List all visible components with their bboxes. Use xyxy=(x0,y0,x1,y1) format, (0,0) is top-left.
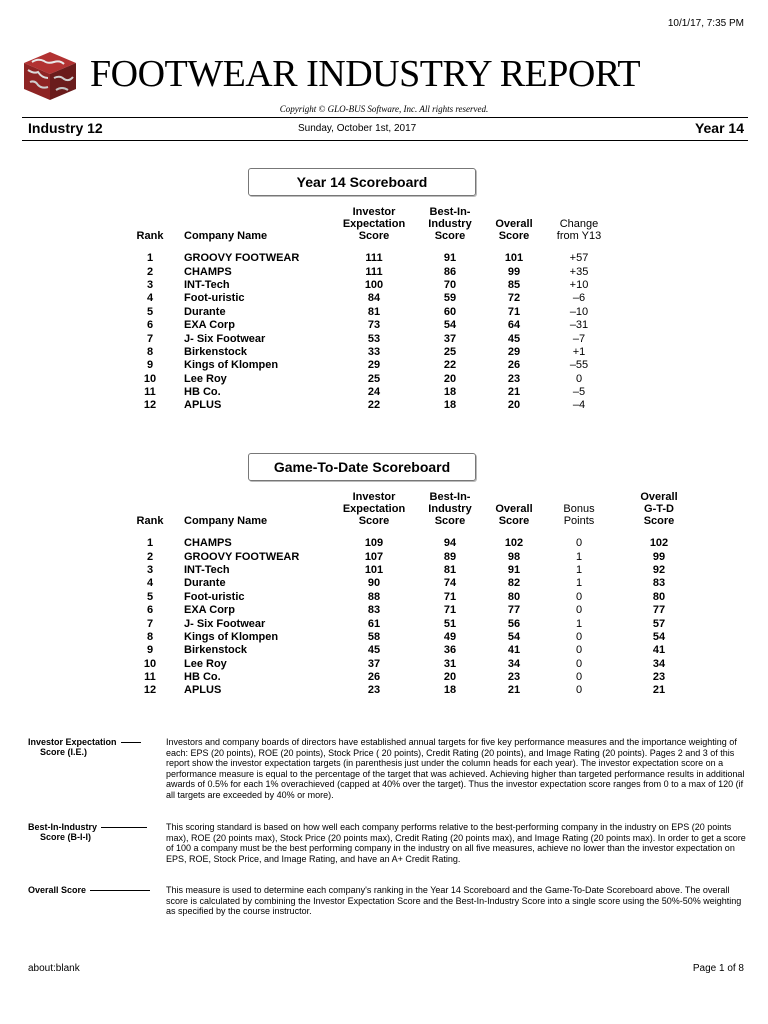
cell-bonus: 1 xyxy=(575,550,583,563)
cell-rank: 12 xyxy=(143,684,157,697)
cell-company: EXA Corp xyxy=(184,604,235,617)
table-row xyxy=(126,292,624,305)
cell-rank: 3 xyxy=(146,563,154,576)
cell-company: Durante xyxy=(184,577,226,590)
cell-gtd: 80 xyxy=(652,590,666,603)
cell-rank: 3 xyxy=(146,278,154,291)
cell-ie: 45 xyxy=(367,644,381,657)
table-row xyxy=(126,252,624,265)
col-header-change: Change from Y13 xyxy=(556,218,602,242)
cell-bii: 22 xyxy=(443,359,457,372)
cell-ie: 23 xyxy=(367,684,381,697)
cell-bii: 36 xyxy=(443,644,457,657)
cell-company: J- Six Footwear xyxy=(184,332,266,345)
cell-bonus: 1 xyxy=(575,617,583,630)
cell-rank: 11 xyxy=(144,386,156,399)
cell-ie: 90 xyxy=(367,577,381,590)
cell-company: Lee Roy xyxy=(184,657,227,670)
cell-rank: 1 xyxy=(146,537,154,550)
cell-ie: 24 xyxy=(367,386,381,399)
cell-bii: 71 xyxy=(443,590,457,603)
cell-company: INT-Tech xyxy=(184,278,230,291)
col-header-bii: Best-In- Industry Score xyxy=(428,491,472,527)
col-header-rank: Rank xyxy=(136,515,164,527)
cell-company: CHAMPS xyxy=(184,265,232,278)
globe-cube-logo-icon xyxy=(22,50,78,102)
cell-ie: 107 xyxy=(364,550,384,563)
cell-bii: 71 xyxy=(443,604,457,617)
cell-ie: 61 xyxy=(367,617,381,630)
cell-overall: 23 xyxy=(507,671,521,684)
cell-rank: 10 xyxy=(143,372,157,385)
report-date: Sunday, October 1st, 2017 xyxy=(298,123,417,134)
cell-bii: 81 xyxy=(443,563,457,576)
col-header-rank: Rank xyxy=(136,230,164,242)
year-scoreboard-table xyxy=(126,206,624,413)
cell-rank: 5 xyxy=(146,305,154,318)
cell-ie: 101 xyxy=(364,563,384,576)
cell-company: APLUS xyxy=(184,684,222,697)
cell-change: 0 xyxy=(575,372,583,385)
table-row xyxy=(126,671,694,684)
cell-rank: 7 xyxy=(146,617,154,630)
cell-overall: 99 xyxy=(507,265,521,278)
cell-company: Foot-uristic xyxy=(184,590,245,603)
cell-ie: 88 xyxy=(367,590,381,603)
cell-company: HB Co. xyxy=(184,386,221,399)
table-row xyxy=(126,306,624,319)
cell-bii: 18 xyxy=(443,386,457,399)
cell-rank: 4 xyxy=(146,292,154,305)
cell-rank: 9 xyxy=(146,644,154,657)
col-header-company: Company Name xyxy=(184,230,268,242)
cell-overall: 20 xyxy=(507,399,521,412)
footer-url: about:blank xyxy=(28,963,80,974)
cell-change: –5 xyxy=(572,386,586,399)
cell-rank: 1 xyxy=(146,252,154,265)
table-row xyxy=(126,537,694,550)
cell-overall: 82 xyxy=(507,577,521,590)
cell-bii: 37 xyxy=(443,332,457,345)
table-row xyxy=(126,550,694,563)
cell-company: GROOVY FOOTWEAR xyxy=(184,252,300,265)
gtd-scoreboard-title: Game-To-Date Scoreboard xyxy=(248,453,476,481)
cell-company: Birkenstock xyxy=(184,644,247,657)
print-timestamp: 10/1/17, 7:35 PM xyxy=(667,18,744,29)
cell-rank: 9 xyxy=(146,359,154,372)
cell-company: Kings of Klompen xyxy=(184,630,279,643)
cell-overall: 85 xyxy=(507,278,521,291)
cell-bonus: 0 xyxy=(575,684,583,697)
cell-bii: 94 xyxy=(443,537,457,550)
cell-rank: 6 xyxy=(146,604,154,617)
cell-company: Durante xyxy=(184,305,226,318)
cell-company: APLUS xyxy=(184,399,222,412)
cell-overall: 54 xyxy=(507,630,521,643)
cell-gtd: 21 xyxy=(652,684,666,697)
cell-overall: 102 xyxy=(504,537,524,550)
gtd-scoreboard-header-row xyxy=(126,491,694,529)
cell-bonus: 0 xyxy=(575,671,583,684)
industry-label: Industry 12 xyxy=(28,120,103,136)
cell-bonus: 1 xyxy=(575,563,583,576)
table-row xyxy=(126,591,694,604)
cell-company: Kings of Klompen xyxy=(184,359,279,372)
footer-page-number: Page 1 of 8 xyxy=(692,963,744,974)
cell-rank: 8 xyxy=(146,345,154,358)
cell-gtd: 102 xyxy=(649,537,669,550)
cell-rank: 2 xyxy=(146,550,154,563)
cell-overall: 56 xyxy=(507,617,521,630)
cell-overall: 98 xyxy=(507,550,521,563)
cell-bii: 70 xyxy=(443,278,457,291)
cell-ie: 53 xyxy=(367,332,381,345)
cell-bii: 59 xyxy=(443,292,457,305)
cell-change: –6 xyxy=(572,292,586,305)
cell-overall: 64 xyxy=(507,319,521,332)
table-row xyxy=(126,359,624,372)
cell-bonus: 0 xyxy=(575,630,583,643)
cell-overall: 21 xyxy=(507,386,521,399)
table-row xyxy=(126,399,624,412)
table-row xyxy=(126,684,694,697)
cell-bii: 31 xyxy=(443,657,457,670)
header-top-rule xyxy=(22,117,748,118)
table-row xyxy=(126,617,694,630)
cell-bii: 25 xyxy=(443,345,457,358)
cell-rank: 4 xyxy=(146,577,154,590)
cell-company: CHAMPS xyxy=(184,537,232,550)
cell-bii: 74 xyxy=(443,577,457,590)
cell-bii: 20 xyxy=(443,372,457,385)
cell-company: Lee Roy xyxy=(184,372,227,385)
col-header-gtd: Overall G-T-D Score xyxy=(640,491,678,527)
cell-overall: 101 xyxy=(504,252,524,265)
cell-rank: 10 xyxy=(143,657,157,670)
col-header-bii: Best-In- Industry Score xyxy=(428,206,472,242)
table-row xyxy=(126,564,694,577)
table-row xyxy=(126,604,694,617)
cell-rank: 12 xyxy=(143,399,157,412)
cell-bonus: 0 xyxy=(575,537,583,550)
report-title: FOOTWEAR INDUSTRY REPORT xyxy=(90,53,641,95)
table-row xyxy=(126,346,624,359)
cell-overall: 80 xyxy=(507,590,521,603)
cell-ie: 26 xyxy=(367,671,381,684)
cell-bii: 91 xyxy=(443,252,457,265)
cell-change: –4 xyxy=(572,399,586,412)
cell-bonus: 0 xyxy=(575,644,583,657)
cell-gtd: 41 xyxy=(652,644,666,657)
table-row xyxy=(126,658,694,671)
col-header-overall: Overall Score xyxy=(495,218,533,242)
cell-gtd: 77 xyxy=(652,604,666,617)
cell-bonus: 0 xyxy=(575,657,583,670)
cell-rank: 5 xyxy=(146,590,154,603)
cell-company: J- Six Footwear xyxy=(184,617,266,630)
cell-gtd: 23 xyxy=(652,671,666,684)
cell-company: HB Co. xyxy=(184,671,221,684)
cell-ie: 84 xyxy=(367,292,381,305)
cell-bii: 86 xyxy=(443,265,457,278)
cell-bii: 18 xyxy=(443,399,457,412)
table-row xyxy=(126,279,624,292)
cell-ie: 58 xyxy=(367,630,381,643)
cell-bii: 49 xyxy=(443,630,457,643)
cell-company: GROOVY FOOTWEAR xyxy=(184,550,300,563)
cell-bii: 18 xyxy=(443,684,457,697)
cell-overall: 21 xyxy=(507,684,521,697)
table-row xyxy=(126,319,624,332)
cell-change: –7 xyxy=(572,332,586,345)
definition-text: This scoring standard is based on how well each company performs relative to the best-performing company in the industry on EPS (20 points max), ROE (20 points max), Stock Price (20 points max), Credit Rating (20 points max), and Image Rating (20 points max). In order to get a score of 100 a company must be the best performing company in the industry on all five measures, achieve no lower than the investor expectation on EPS, ROE, Stock Price, and Image Rating, and have an A+ Credit Rating. xyxy=(166,822,746,864)
cell-ie: 109 xyxy=(364,537,384,550)
cell-overall: 26 xyxy=(507,359,521,372)
col-header-ie: Investor Expectation Score xyxy=(342,206,406,242)
cell-bii: 60 xyxy=(443,305,457,318)
table-row xyxy=(126,373,624,386)
cell-overall: 34 xyxy=(507,657,521,670)
cell-change: +35 xyxy=(569,265,589,278)
table-row xyxy=(126,631,694,644)
table-row xyxy=(126,386,624,399)
header-bottom-rule xyxy=(22,140,748,141)
cell-overall: 72 xyxy=(507,292,521,305)
cell-gtd: 57 xyxy=(652,617,666,630)
definition-term: Overall Score xyxy=(28,885,158,895)
cell-ie: 33 xyxy=(367,345,381,358)
cell-company: INT-Tech xyxy=(184,563,230,576)
cell-bonus: 0 xyxy=(575,590,583,603)
cell-overall: 91 xyxy=(507,563,521,576)
table-row xyxy=(126,644,694,657)
cell-bii: 54 xyxy=(443,319,457,332)
definition-term: Investor Expectation Score (I.E.) xyxy=(28,737,158,757)
definition-term: Best-In-Industry Score (B-I-I) xyxy=(28,822,158,842)
cell-change: +10 xyxy=(569,278,589,291)
cell-company: EXA Corp xyxy=(184,319,235,332)
col-header-overall: Overall Score xyxy=(495,503,533,527)
cell-rank: 2 xyxy=(146,265,154,278)
cell-gtd: 99 xyxy=(652,550,666,563)
cell-rank: 8 xyxy=(146,630,154,643)
cell-overall: 77 xyxy=(507,604,521,617)
cell-overall: 45 xyxy=(507,332,521,345)
copyright-notice: Copyright © GLO-BUS Software, Inc. All rights reserved. xyxy=(279,104,489,114)
cell-ie: 83 xyxy=(367,604,381,617)
cell-bii: 20 xyxy=(443,671,457,684)
year-label: Year 14 xyxy=(694,120,744,136)
year-scoreboard-title: Year 14 Scoreboard xyxy=(248,168,476,196)
cell-change: –10 xyxy=(569,305,589,318)
cell-rank: 6 xyxy=(146,319,154,332)
cell-ie: 22 xyxy=(367,399,381,412)
cell-ie: 81 xyxy=(367,305,381,318)
cell-ie: 25 xyxy=(367,372,381,385)
col-header-company: Company Name xyxy=(184,515,268,527)
cell-ie: 29 xyxy=(367,359,381,372)
cell-change: –55 xyxy=(569,359,589,372)
cell-gtd: 34 xyxy=(652,657,666,670)
definition-text: Investors and company boards of directors have established annual targets for five key performance measures and the importance weighting of each: EPS (20 points), ROE (20 points), Stock Price ( 20 points), Credit Rating (20 points), and Image Rating (20 points). Pages 2 and 3 of this report show the investor expectation targets (in parenthesis just under the column heads for each year). The investor expectation score on a performance measure is equal to the percentage of the target that was achieved. Achieving higher than targeted performance results in additional awards of 0.5% for each 1% overachieved (capped at 40% over the target). Thus the investor expectation score ranges from 0 to a max of 120 (if all targets are exceeded by 40% or more). xyxy=(166,737,745,800)
cell-change: +1 xyxy=(572,345,586,358)
cell-ie: 37 xyxy=(367,657,381,670)
cell-overall: 23 xyxy=(507,372,521,385)
definition-text: This measure is used to determine each company's ranking in the Year 14 Scoreboard and the Game-To-Date Scoreboard above. The overall score is calculated by combining the Investor Expectation Score and the Best-In-Industry Score into a single score using the 50%-50% weighting as specified by the course instructor. xyxy=(166,885,742,917)
table-row xyxy=(126,265,624,278)
cell-company: Birkenstock xyxy=(184,345,247,358)
table-row xyxy=(126,332,624,345)
cell-ie: 111 xyxy=(365,265,383,278)
col-header-ie: Investor Expectation Score xyxy=(342,491,406,527)
cell-gtd: 83 xyxy=(652,577,666,590)
cell-rank: 11 xyxy=(144,671,156,684)
cell-overall: 71 xyxy=(507,305,521,318)
cell-bonus: 1 xyxy=(575,577,583,590)
cell-change: –31 xyxy=(569,319,589,332)
cell-ie: 73 xyxy=(367,319,381,332)
cell-overall: 41 xyxy=(507,644,521,657)
table-row xyxy=(126,577,694,590)
cell-rank: 7 xyxy=(146,332,154,345)
cell-bii: 89 xyxy=(443,550,457,563)
cell-bonus: 0 xyxy=(575,604,583,617)
cell-overall: 29 xyxy=(507,345,521,358)
cell-bii: 51 xyxy=(443,617,457,630)
cell-gtd: 54 xyxy=(652,630,666,643)
cell-company: Foot-uristic xyxy=(184,292,245,305)
cell-ie: 100 xyxy=(364,278,384,291)
cell-change: +57 xyxy=(569,252,589,265)
year-scoreboard-header-row xyxy=(126,206,624,244)
cell-ie: 111 xyxy=(365,252,383,265)
gtd-scoreboard-table xyxy=(126,491,694,698)
col-header-bonus: Bonus Points xyxy=(563,503,595,527)
cell-gtd: 92 xyxy=(652,563,666,576)
